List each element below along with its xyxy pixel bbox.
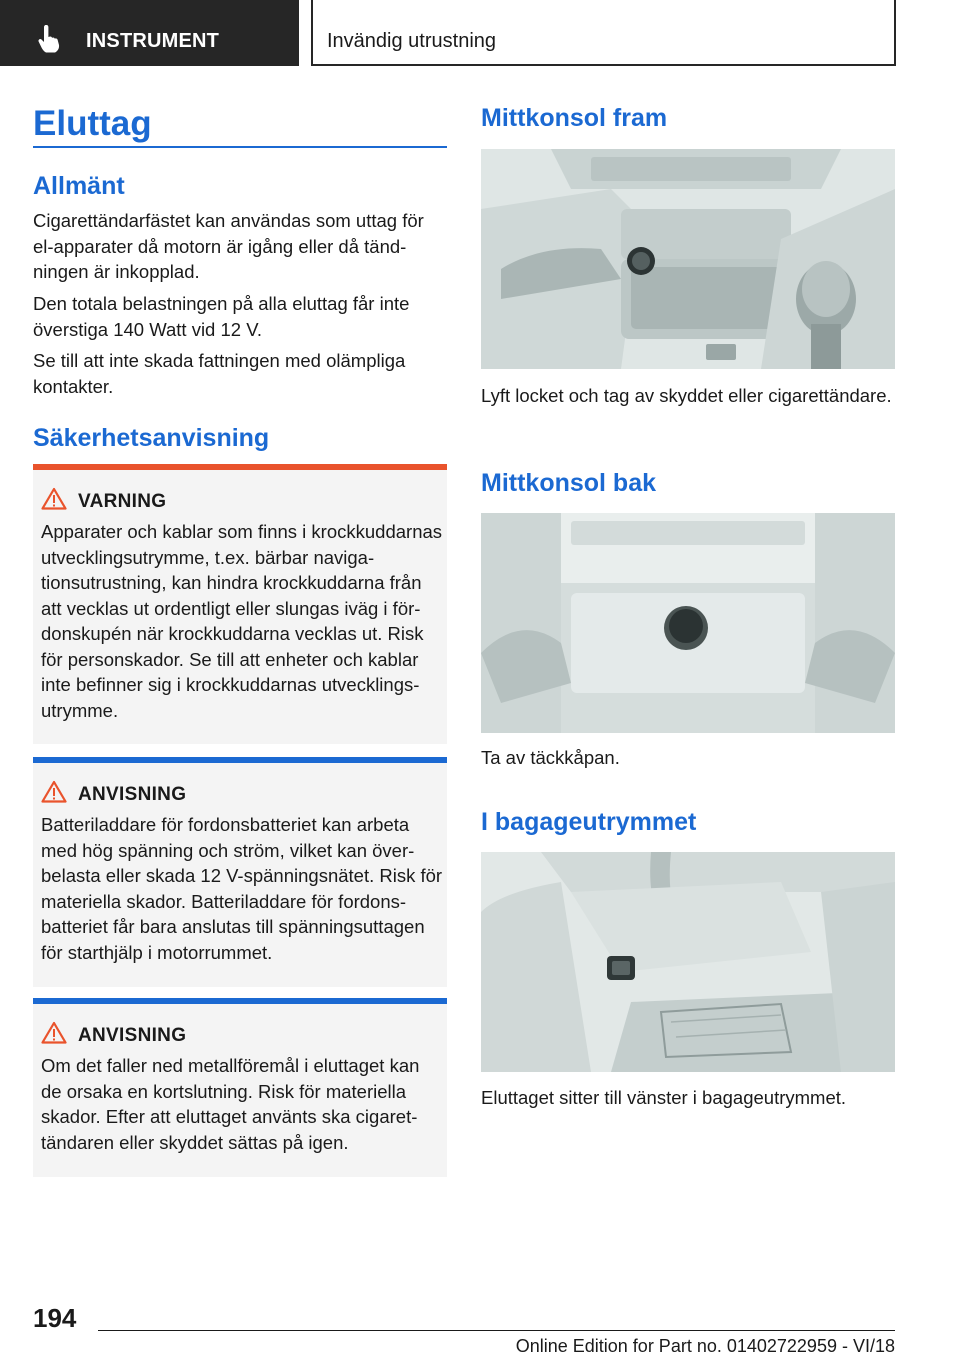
general-paragraph-3: Se till att inte skada fattningen med olämpliga kontakter. <box>33 350 406 397</box>
warning-title: VARNING <box>78 491 167 512</box>
notice-body-1: Batteriladdare för fordonsbatteriet kan arbeta med hög spänning och ström, vilket kan överbelasta eller skada 12 V-spänningsnätet. Risk för materiella skador. Batteriladdare för fordonsbatteriet får bara anslutas till spänningsuttagen för starthjälp i motorrummet. <box>41 814 443 963</box>
heading-rear-console: Mittkonsol bak <box>481 469 657 497</box>
warning-triangle-icon <box>41 780 67 803</box>
title-divider <box>33 146 447 148</box>
header-chapter-label: Invändig utrustning <box>327 30 497 52</box>
general-paragraph-2: Den totala belastningen på alla eluttag får inte överstiga 140 Watt vid 12 V. <box>33 293 410 340</box>
notice-body-2: Om det faller ned metallföremål i eluttaget kan de orsaka en kortslutning. Risk för materiella skador. Efter att eluttaget använts ska cigarettändaren eller skyddet sättas på igen. <box>41 1055 420 1153</box>
warning-triangle-icon <box>41 487 67 510</box>
front-console-image <box>481 149 895 369</box>
touch-hand-icon <box>36 25 62 53</box>
warning-bar <box>33 464 447 470</box>
notice-box-2 <box>33 998 447 1177</box>
front-console-caption: Lyft locket och tag av skyddet eller cigarettändare. <box>481 385 892 406</box>
header-section-tab <box>0 0 299 66</box>
luggage-compartment-image <box>481 852 895 1072</box>
notice-title-2: ANVISNING <box>78 1025 187 1046</box>
rear-console-caption: Ta av täckkåpan. <box>481 747 620 768</box>
heading-luggage: I bagageutrymmet <box>481 808 697 836</box>
heading-front-console: Mittkonsol fram <box>481 104 668 132</box>
heading-safety: Säkerhetsanvisning <box>33 424 270 452</box>
warning-box <box>33 464 447 744</box>
page-number: 194 <box>33 1303 77 1333</box>
warning-triangle-icon <box>41 1021 67 1044</box>
notice-box-1 <box>33 757 447 987</box>
notice-bar <box>33 998 447 1004</box>
footer-divider <box>98 1330 895 1331</box>
general-paragraph-1: Cigarettändarfästet kan användas som uttag för el-apparater då motorn är igång eller då tändningen är inkopplad. <box>33 210 424 282</box>
footer-edition: Online Edition for Part no. 01402722959 - VI/18 <box>515 1336 895 1356</box>
header-chapter-box <box>311 0 896 66</box>
rear-console-image <box>481 513 895 733</box>
warning-body: Apparater och kablar som finns i krockkuddarnas utvecklingsutrymme, t.ex. bärbar navigationsutrustning, kan hindra krockkuddarna från att vecklas ut ordentligt eller slungas iväg i fördonskupén när krockkuddarna vecklas ut. Risk för personskador. Se till att enheter och kablar inte befinner sig i krockkuddarnas utvecklingsutrymme. <box>41 521 443 721</box>
header-section-label: INSTRUMENT <box>86 30 220 52</box>
luggage-caption: Eluttaget sitter till vänster i bagageutrymmet. <box>481 1087 847 1108</box>
notice-bar <box>33 757 447 763</box>
page-title: Eluttag <box>33 104 152 143</box>
notice-title-1: ANVISNING <box>78 784 187 805</box>
heading-general: Allmänt <box>33 172 125 200</box>
